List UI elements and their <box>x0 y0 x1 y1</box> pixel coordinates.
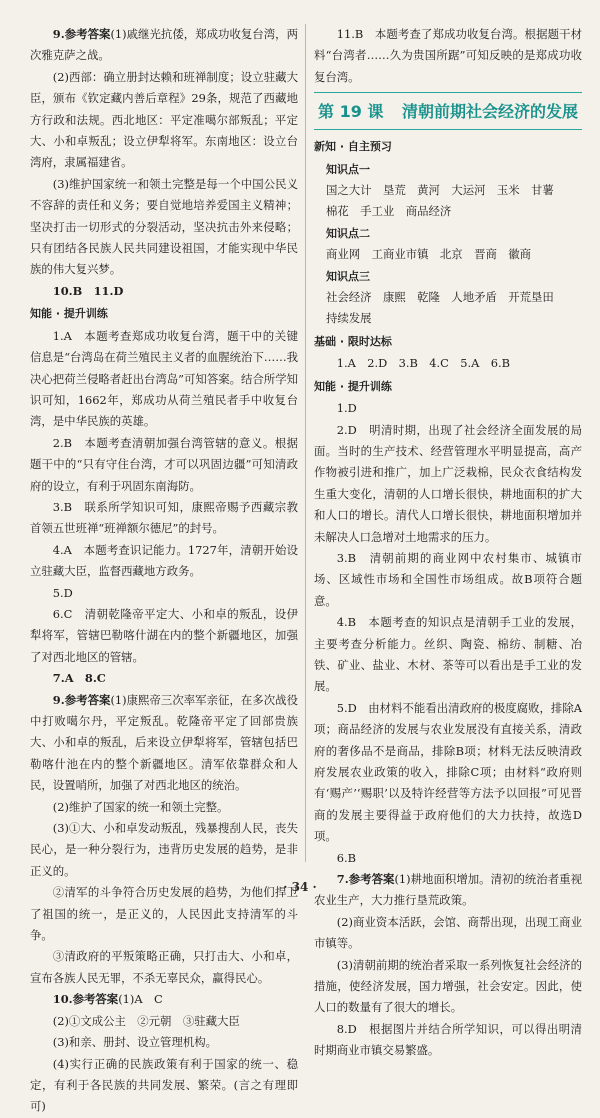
section-heading: 知能 · 提升训练 <box>30 307 108 321</box>
answer-paragraph: ③清政府的平叛策略正确，只打击大、小和卓，宣布各族人民无罪，不杀无辜民众，赢得民心。 <box>30 949 298 985</box>
answer-line: 10.B 11.D <box>52 283 124 298</box>
lesson-header <box>314 92 582 130</box>
knowledge-point-heading: 知识点二 <box>326 226 370 240</box>
knowledge-terms: 社会经济 康熙 乾隆 人地矛盾 开荒垦田 <box>326 290 554 305</box>
answer-text: (1)耕地面积增加。清初的统治者重视农业生产，大力推行垦荒政策。 <box>314 872 582 908</box>
answer-item: 4.B 本题考查的知识点是清朝手工业的发展，主要考查分析能力。丝织、陶瓷、棉纺、制糖、冶铁、矿业、盐业、木材、茶等可以看出是手工业的发展。 <box>314 615 582 694</box>
page-number: · 34 · <box>283 880 317 894</box>
answer-item: 1.A 本题考查郑成功收复台湾，题干中的关键信息是“台湾岛在荷兰殖民主义者的血腥统治下……我决心把荷兰侵略者赶出台湾岛”可知答案。结合所学知识可知，1662年，郑成功从荷兰殖民者手中收复台湾，是中华民族的英雄。 <box>30 328 298 429</box>
answer-item: 3.B 联系所学知识可知，康熙帝赐予西藏宗教首领五世班禅“班禅额尔德尼”的封号。 <box>30 499 298 536</box>
answer-item: 8.D 根据图片并结合所学知识，可以得出明清时期商业市镇交易繁盛。 <box>314 1021 582 1058</box>
answer-item: 2.B 本题考查清朝加强台湾管辖的意义。根据题干中的“只有守住台湾，才可以巩固边疆”可知清政府的设立，有利于巩固东南海防。 <box>30 435 298 493</box>
left-column <box>30 24 298 1114</box>
answer-label: 7.参考答案 <box>336 872 395 887</box>
answer-line: 1.A 2.D 3.B 4.C 5.A 6.B <box>336 356 510 371</box>
answer-paragraph: (2)西部：确立册封达赖和班禅制度；设立驻藏大臣，颁布《钦定藏内善后章程》29条，规范了西藏地方行政和法规。西北地区：平定准噶尔部叛乱；平定大、小和卓叛乱；设立伊犁将军。东南地区：设立台湾府，隶属福建省。 <box>30 69 298 170</box>
section-heading: 知能 · 提升训练 <box>314 379 392 393</box>
answer-paragraph: (4)实行正确的民族政策有利于国家的统一、稳定，有利于各民族的共同发展、繁荣。(言之有理即可) <box>30 1056 298 1114</box>
answer-paragraph: (3)①大、小和卓发动叛乱，残暴搜刮人民，丧失民心，是一种分裂行为，违背历史发展的趋势，是非正义的。 <box>30 821 298 878</box>
column-divider <box>305 24 306 862</box>
knowledge-terms: 国之大计 垦荒 黄河 大运河 玉米 甘薯 <box>326 183 554 198</box>
knowledge-terms: 持续发展 <box>326 311 372 326</box>
lesson-title: 清朝前期社会经济的发展 <box>401 101 578 121</box>
section-heading: 基础 · 限时达标 <box>314 334 392 348</box>
answer-item: 1.D <box>336 401 357 416</box>
q10-item <box>30 989 298 1010</box>
answer-item: 6.C 清朝乾隆帝平定大、小和卓的叛乱，设伊犁将军，管辖巴勒喀什湖在内的整个新疆地区，加强了对西北地区的管辖。 <box>30 606 298 664</box>
answer-label: 10.参考答案 <box>52 992 119 1007</box>
answer-paragraph: (2)①文成公主 ②元朝 ③驻藏大臣 <box>52 1013 240 1028</box>
knowledge-terms: 商业网 工商业市镇 北京 晋商 徽商 <box>326 247 532 262</box>
answer-text: (1)戚继光抗倭，郑成功收复台湾，两次雅克萨之战。 <box>30 27 298 63</box>
lesson-number: 第 19 课 <box>318 101 384 121</box>
answer-text: (1)康熙帝三次率军亲征，在多次战役中打败噶尔丹，平定叛乱。乾隆帝平定了回部贵族大、小和卓的叛乱，后来设立伊犁将军，管辖包括巴勒喀什池在内的整个新疆地区。清军依靠群众和人民，设置哨所，加强了对西北地区的统治。 <box>30 692 298 793</box>
answer-paragraph: (3)维护国家统一和领土完整是每一个中国公民义不容辞的责任和义务；要自觉地培养爱国主义精神；坚决打击一切形式的分裂活动，坚决抗击外来侵略；只有团结各民族人民共同建设祖国，才能实现中华民族的伟大复兴梦。 <box>30 176 298 277</box>
answer-text: (1)A C <box>118 992 163 1007</box>
answer-line: 7.A 8.C <box>52 671 106 686</box>
q9b-item <box>30 690 298 797</box>
answer-item: 6.B <box>336 850 357 865</box>
answer-paragraph: (2)商业资本活跃，会馆、商帮出现，出现工商业市镇等。 <box>314 914 582 951</box>
answer-item: 5.D <box>52 585 73 600</box>
answer-paragraph: ②清军的斗争符合历史发展的趋势，为他们捍卫了祖国的统一，是正义的，人民因此支持清军的斗争。 <box>30 885 298 943</box>
answer-item: 4.A 本题考查识记能力。1727年，清朝开始设立驻藏大臣，监督西藏地方政务。 <box>30 542 298 579</box>
answer-item: 11.B 本题考查了郑成功收复台湾。根据题干材料“台湾者……久为贵国所踞”可知反映的是郑成功收复台湾。 <box>314 27 582 84</box>
right-column <box>314 24 582 1058</box>
answer-paragraph: (2)维护了国家的统一和领土完整。 <box>52 799 229 814</box>
knowledge-terms: 棉花 手工业 商品经济 <box>326 204 452 219</box>
answer-label: 9.参考答案 <box>52 692 111 707</box>
section-heading: 新知 · 自主预习 <box>314 140 392 154</box>
answer-label: 9.参考答案 <box>52 27 111 41</box>
answer-paragraph: (3)和亲、册封、设立管理机构。 <box>52 1035 218 1050</box>
answer-paragraph: (3)清朝前期的统治者采取一系列恢复社会经济的措施，使经济发展，国力增强，社会安定。因此，使人口的数量有了很大的增长。 <box>314 957 582 1015</box>
knowledge-point-heading: 知识点三 <box>326 269 370 283</box>
answer-item: 5.D 由材料不能看出清政府的极度腐败，排除A项；商品经济的发展与农业发展没有直接关系，清政府的奢侈品不是商品，排除B项；材料无法反映清政府发展农业政策的收入，排除C项；由材料“政府则有‘赐产’‘赐职’以及特许经营等方法予以回报”可见晋商的发展主要得益于政府他们的大力扶持，故选D项。 <box>314 700 582 844</box>
q9a-item <box>30 24 298 67</box>
answer-item: 3.B 清朝前期的商业网中农村集市、城镇市场、区域性市场和全国性市场组成。故B项符合题意。 <box>314 550 582 608</box>
knowledge-point-heading: 知识点一 <box>326 162 370 176</box>
answer-item: 2.D 明清时期，出现了社会经济全面发展的局面。当时的生产技术、经营管理水平明显提高，高产作物被引进和推广，加上广泛栽棉，民众衣食结构发生重大变化，清朝的人口增长很快，耕地面积的扩大和人口的增长。清代人口增长很快，耕地面积增加并未解决人口急增对土地需求的压力。 <box>314 422 582 544</box>
